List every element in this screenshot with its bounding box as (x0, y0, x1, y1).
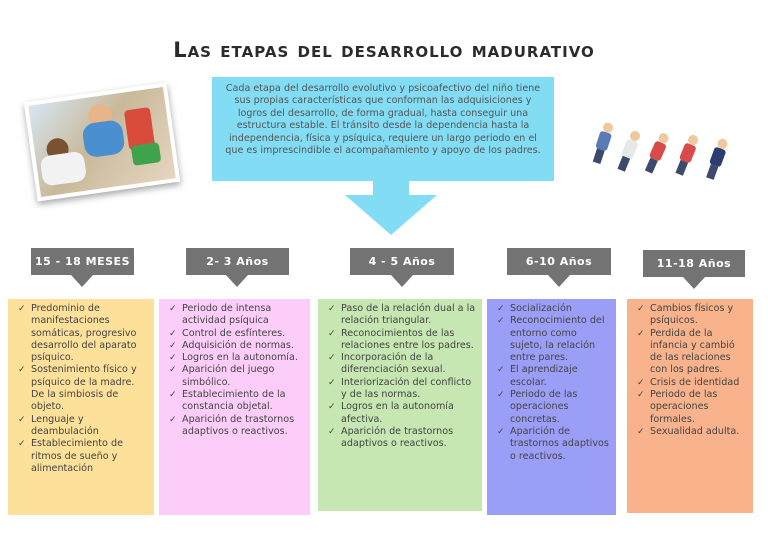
list-item: ✓ Aparición de trastornos adaptivos o reactivos. (324, 426, 476, 451)
stage-arrow-icon (71, 275, 93, 287)
list-item: ✓ Aparición de trastornos adaptivos o reactivos. (165, 414, 304, 439)
stage-column-1 (8, 299, 154, 515)
list-item: ✓ Logros en la autonomía. (165, 352, 304, 364)
list-item: ✓ Adquisición de normas. (165, 340, 304, 352)
list-item: ✓ Aparición de trastornos adaptivos o reactivos. (493, 426, 610, 463)
stage-label-3: 4 - 5 Años (350, 248, 454, 275)
stage-column-2 (159, 299, 310, 515)
list-item: ✓ Aparición del juego simbólico. (165, 364, 304, 389)
list-item: ✓ Sostenimiento físico y psíquico de la madre. De la simbiosis de objeto. (14, 364, 148, 413)
list-item: ✓ Reconocimientos de las relaciones entre los padres. (324, 328, 476, 353)
stage-arrow-icon (548, 275, 570, 287)
list-item: ✓ Establecimiento de ritmos de sueño y alimentación (14, 438, 148, 475)
list-item: ✓ El aprendizaje escolar. (493, 364, 610, 389)
page-title: Las etapas del desarrollo madurativo (173, 38, 595, 62)
children-row-image (588, 110, 738, 200)
list-item: ✓ Socialización (493, 303, 610, 315)
list-item: ✓ Periodo de las operaciones formales. (633, 389, 747, 426)
children-playing-photo (24, 82, 181, 201)
list-item: ✓ Paso de la relación dual a la relación triangular. (324, 303, 476, 328)
list-item: ✓ Cambios físicos y psíquicos. (633, 303, 747, 328)
list-item: ✓ Periodo de las operaciones concretas. (493, 389, 610, 426)
list-item: ✓ Perdida de la infancia y cambió de las relaciones con los padres. (633, 328, 747, 377)
list-item: ✓ Control de esfínteres. (165, 328, 304, 340)
list-item: ✓ Logros en la autonomía afectiva. (324, 401, 476, 426)
down-arrow-icon (345, 195, 437, 235)
stage-arrow-icon (391, 275, 413, 287)
stage-column-4 (487, 299, 616, 515)
list-item: ✓ Crisis de identidad (633, 377, 747, 389)
intro-text: Cada etapa del desarrollo evolutivo y psicoafectivo del niño tiene sus propias características que conforman las adquisiciones y logros del desarrollo, de forma gradual, hasta conseguir una estructura estable. El tránsito desde la dependencia hasta la independencia, física y psíquica, requiere un largo periodo en el que es imprescindible el acompañamiento y apoyo de los padres. (212, 77, 554, 181)
stage-label-4: 6-10 Años (507, 248, 611, 275)
list-item: ✓ Predominio de manifestaciones somáticas, progresivo desarrollo del aparato psíquico. (14, 303, 148, 364)
list-item: ✓ Lenguaje y deambulación (14, 414, 148, 439)
stage-arrow-icon (226, 275, 248, 287)
list-item: ✓ Reconocimiento del entorno como sujeto, la relación entre pares. (493, 315, 610, 364)
stage-label-1: 15 - 18 MESES (31, 248, 134, 275)
list-item: ✓ Incorporación de la diferenciación sexual. (324, 352, 476, 377)
stage-arrow-icon (683, 277, 705, 289)
list-item: ✓ Sexualidad adulta. (633, 426, 747, 438)
stage-label-2: 2- 3 Años (186, 248, 289, 275)
list-item: ✓ Establecimiento de la constancia objetal. (165, 389, 304, 414)
stage-column-3 (318, 299, 482, 511)
stage-column-5 (627, 299, 753, 513)
list-item: ✓ Interiorización del conflicto y de las normas. (324, 377, 476, 402)
list-item: ✓ Periodo de intensa actividad psíquica (165, 303, 304, 328)
stage-label-5: 11-18 Años (643, 250, 745, 277)
